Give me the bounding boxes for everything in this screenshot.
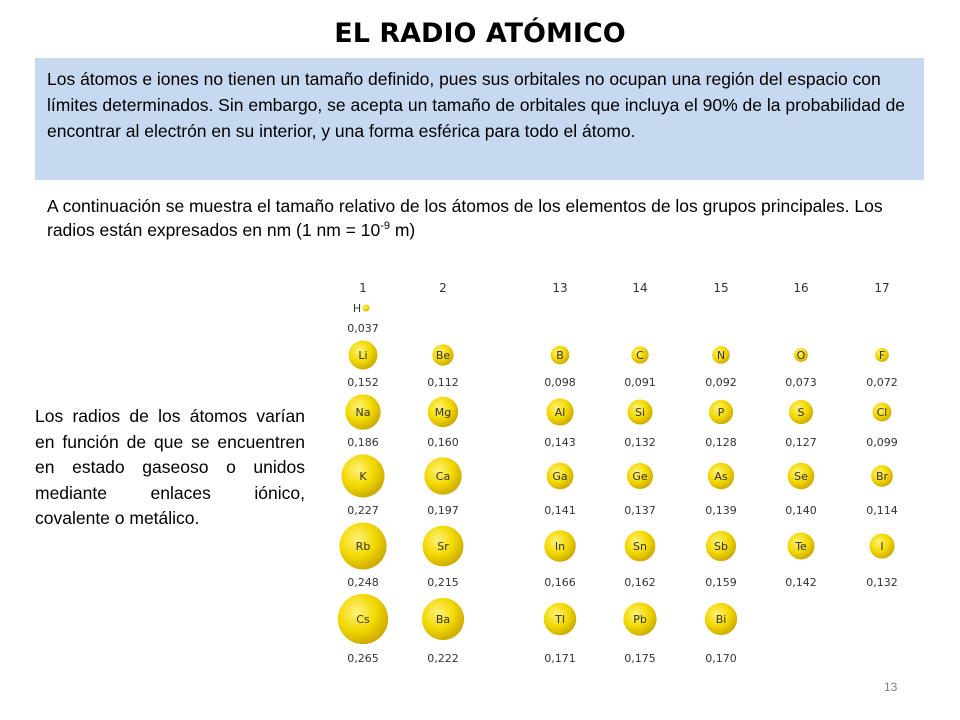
symbol-br: Br	[875, 470, 889, 483]
symbol-rb: Rb	[355, 540, 371, 553]
slide-title: EL RADIO ATÓMICO	[334, 18, 626, 49]
radius-label-cl: 0,099	[866, 436, 898, 449]
symbol-h: H	[352, 302, 362, 315]
atomic-radius-chart	[327, 272, 917, 672]
symbol-sr: Sr	[437, 540, 449, 553]
symbol-f: F	[878, 349, 886, 362]
symbol-ga: Ga	[552, 470, 568, 483]
radius-label-o: 0,073	[785, 376, 817, 389]
intro-text: Los átomos e iones no tienen un tamaño definido, pues sus orbitales no ocupan una región del espacio con límites determinados. Sin embargo, se acepta un tamaño de orbitales que incluya el 90% de la probabilidad de encontrar al electrón en su interior, y una forma esférica para todo el átomo.	[47, 69, 906, 141]
symbol-ba: Ba	[435, 613, 451, 626]
sphere-h	[362, 304, 369, 311]
radius-label-ba: 0,222	[427, 652, 459, 665]
group-label-1: 1	[359, 281, 367, 295]
symbol-sn: Sn	[633, 540, 647, 553]
symbol-te: Te	[795, 540, 807, 553]
symbol-p: P	[717, 406, 725, 419]
radius-label-cs: 0,265	[347, 652, 379, 665]
radius-label-c: 0,091	[624, 376, 656, 389]
group-label-15: 15	[713, 281, 729, 295]
radius-label-p: 0,128	[705, 436, 737, 449]
radius-label-tl: 0,171	[544, 652, 576, 665]
radius-label-ga: 0,141	[544, 504, 576, 517]
symbol-k: K	[359, 470, 367, 483]
subtitle-text	[47, 194, 907, 242]
radius-label-al: 0,143	[544, 436, 576, 449]
radius-label-sn: 0,162	[624, 576, 656, 589]
radius-label-mg: 0,160	[427, 436, 459, 449]
radius-label-sr: 0,215	[427, 576, 459, 589]
group-label-14: 14	[632, 281, 648, 295]
radius-label-k: 0,227	[347, 504, 379, 517]
radius-label-si: 0,132	[624, 436, 656, 449]
symbol-se: Se	[794, 470, 808, 483]
radius-label-f: 0,072	[866, 376, 898, 389]
symbol-na: Na	[355, 406, 371, 419]
group-label-13: 13	[552, 281, 568, 295]
radius-label-i: 0,132	[866, 576, 898, 589]
symbol-mg: Mg	[434, 406, 452, 419]
symbol-bi: Bi	[715, 613, 727, 626]
symbol-al: Al	[554, 406, 566, 419]
radius-label-rb: 0,248	[347, 576, 379, 589]
symbol-si: Si	[634, 406, 646, 419]
group-label-2: 2	[439, 281, 447, 295]
symbol-ca: Ca	[435, 470, 451, 483]
symbol-tl: Tl	[555, 613, 565, 626]
radius-label-s: 0,127	[785, 436, 817, 449]
radius-label-ca: 0,197	[427, 504, 459, 517]
symbol-as: As	[714, 470, 728, 483]
symbol-in: In	[554, 540, 566, 553]
symbol-o: O	[796, 349, 806, 362]
radius-label-bi: 0,170	[705, 652, 737, 665]
symbol-li: Li	[358, 349, 368, 362]
side-note: Los radios de los átomos varían en función de que se encuentren en estado gaseoso o unidos mediante enlaces iónico, covalente o metálico.	[35, 406, 305, 528]
page-number: 13	[884, 680, 898, 694]
symbol-cs: Cs	[356, 613, 370, 626]
radius-label-n: 0,092	[705, 376, 737, 389]
radius-label-pb: 0,175	[624, 652, 656, 665]
symbol-be: Be	[435, 349, 451, 362]
radius-label-as: 0,139	[705, 504, 737, 517]
subtitle-exponent: -9	[380, 220, 390, 233]
symbol-n: N	[716, 349, 726, 362]
group-label-16: 16	[793, 281, 809, 295]
symbol-ge: Ge	[632, 470, 648, 483]
symbol-i: I	[880, 540, 884, 553]
radius-label-na: 0,186	[347, 436, 379, 449]
radius-label-be: 0,112	[427, 376, 459, 389]
subtitle-main: A continuación se muestra el tamaño relativo de los átomos de los elementos de los grupos principales. Los radios están expresados en nm (1 nm = 10	[47, 196, 883, 240]
radius-label-se: 0,140	[785, 504, 817, 517]
symbol-cl: Cl	[876, 406, 888, 419]
radius-label-b: 0,098	[544, 376, 576, 389]
radius-label-sb: 0,159	[705, 576, 737, 589]
symbol-s: S	[797, 406, 805, 419]
intro-box	[35, 58, 924, 180]
radius-label-h: 0,037	[347, 322, 379, 335]
radius-label-te: 0,142	[785, 576, 817, 589]
radius-label-ge: 0,137	[624, 504, 656, 517]
radius-label-br: 0,114	[866, 504, 898, 517]
symbol-pb: Pb	[633, 613, 647, 626]
subtitle-end: m)	[389, 220, 416, 240]
symbol-b: B	[556, 349, 564, 362]
radius-label-li: 0,152	[347, 376, 379, 389]
symbol-sb: Sb	[714, 540, 728, 553]
radius-label-in: 0,166	[544, 576, 576, 589]
symbol-c: C	[636, 349, 644, 362]
group-label-17: 17	[874, 281, 890, 295]
